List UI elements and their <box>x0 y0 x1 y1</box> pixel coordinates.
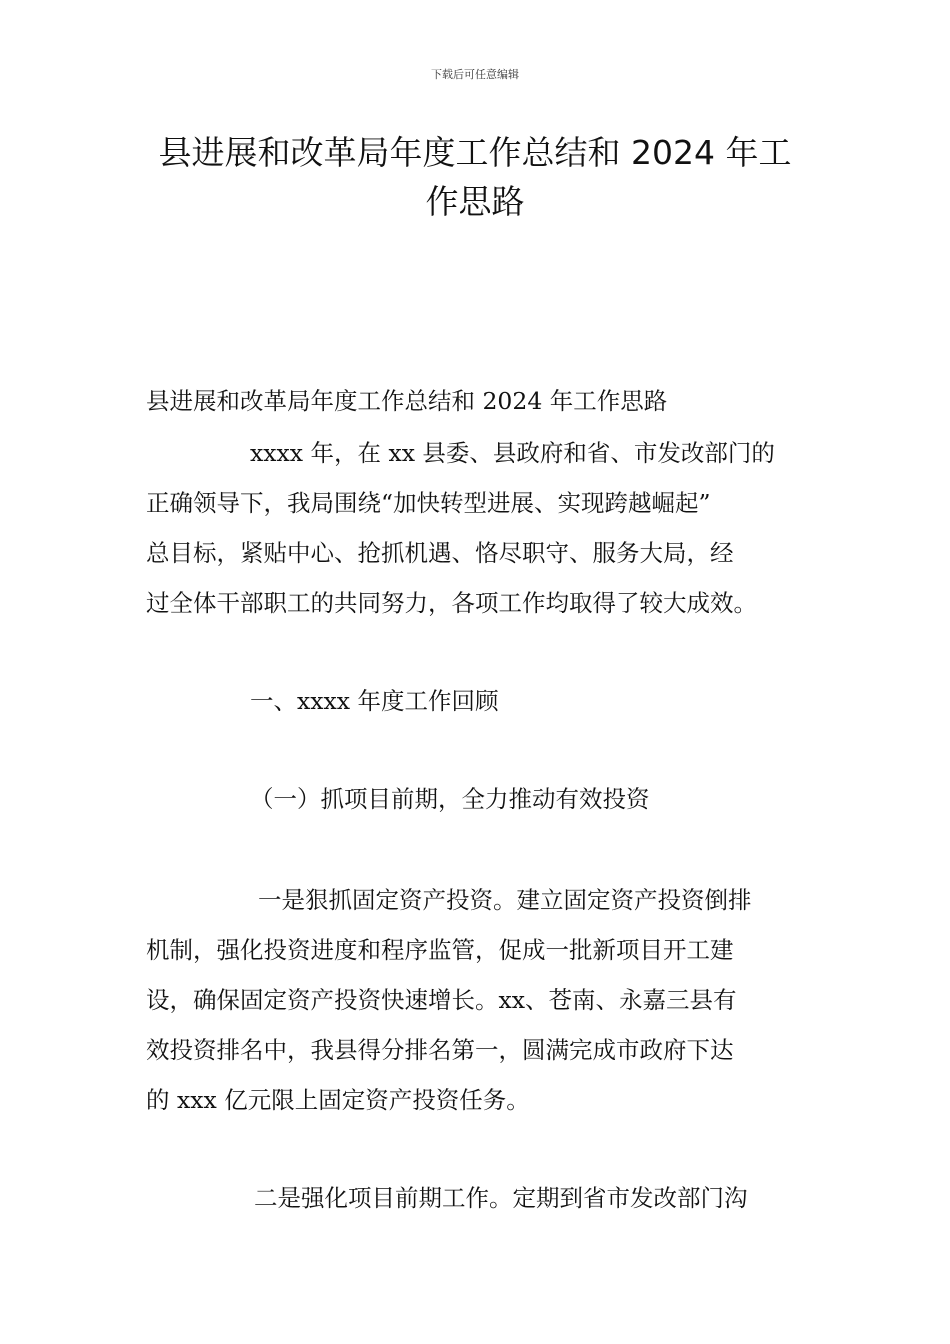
paragraph-line: 机制，强化投资进度和程序监管，促成一批新项目开工建 <box>146 936 734 964</box>
subtitle: 县进展和改革局年度工作总结和 2024 年工作思路 <box>146 387 668 415</box>
header-note: 下载后可任意编辑 <box>431 68 519 81</box>
paragraph-line: 一是狠抓固定资产投资。建立固定资产投资倒排 <box>258 886 752 914</box>
document-title <box>130 128 820 226</box>
intro-line: 总目标，紧贴中心、抢抓机遇、恪尽职守、服务大局，经 <box>146 539 734 567</box>
title-line: 县进展和改革局年度工作总结和 2024 年工 <box>158 133 792 172</box>
paragraph-line: 的 xxx 亿元限上固定资产投资任务。 <box>146 1086 530 1114</box>
section-heading: 一、xxxx 年度工作回顾 <box>250 687 499 715</box>
paragraph-line: 二是强化项目前期工作。定期到省市发改部门沟 <box>254 1184 748 1212</box>
intro-line: 正确领导下，我局围绕“加快转型进展、实现跨越崛起” <box>146 489 711 517</box>
paragraph-line: 效投资排名中，我县得分排名第一，圆满完成市政府下达 <box>146 1036 734 1064</box>
paragraph-line: 设，确保固定资产投资快速增长。xx、苍南、永嘉三县有 <box>146 986 737 1014</box>
intro-line: 过全体干部职工的共同努力，各项工作均取得了较大成效。 <box>146 589 757 617</box>
subsection-heading: （一）抓项目前期，全力推动有效投资 <box>250 785 650 813</box>
title-line: 作思路 <box>425 182 525 221</box>
intro-line: xxxx 年，在 xx 县委、县政府和省、市发改部门的 <box>250 439 775 467</box>
